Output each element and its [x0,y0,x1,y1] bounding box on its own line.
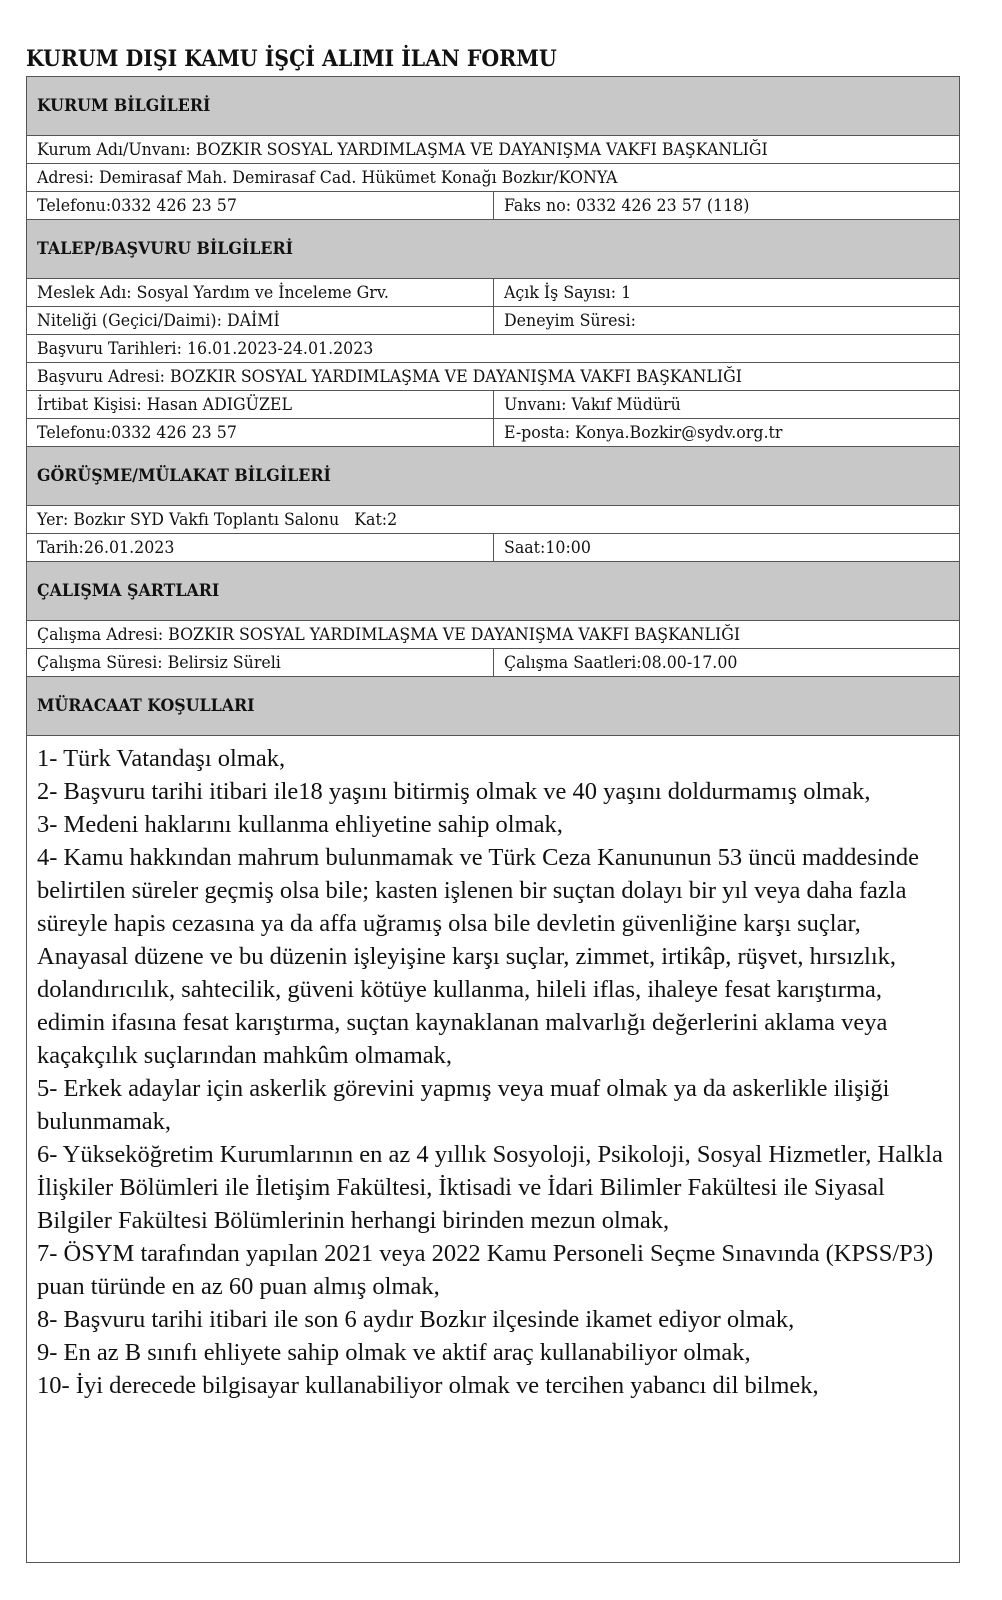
form-title: KURUM DIŞI KAMU İŞÇİ ALIMI İLAN FORMU [26,46,557,72]
section-heading-kurum: KURUM BİLGİLERİ [37,96,211,116]
condition-item: 10- İyi derecede bilgisayar kullanabiliyor olmak ve tercihen yabancı dil bilmek, [37,1372,819,1399]
deneyim-suresi: Deneyim Süresi: [504,310,637,331]
gorusme-tarih: Tarih:26.01.2023 [37,537,175,558]
section-talep [27,220,960,279]
condition-item: 5- Erkek adaylar için askerlik görevini yapmış veya muaf olmak ya da askerlikle ilişiği bulunmamak, [37,1075,890,1135]
form-table [26,76,960,1563]
condition-item: 3- Medeni haklarını kullanma ehliyetine sahip olmak, [37,811,563,838]
acik-is-sayisi: Açık İş Sayısı: 1 [504,282,632,303]
section-gorusme [27,447,960,506]
condition-item: 1- Türk Vatandaşı olmak, [37,745,286,772]
irtibat-unvani: Unvanı: Vakıf Müdürü [504,394,681,415]
condition-item: 4- Kamu hakkından mahrum bulunmamak ve Türk Ceza Kanununun 53 üncü maddesinde belirtilen süreler geçmiş olsa bile; kasten işlenen bir suçtan dolayı bir yıl veya daha fazla süreyle hapis cezasına ya da affa uğramış olsa bile devletin güvenliğine karşı suçlar, Anayasal düzene ve bu düzenin işleyişine karşı suçlar, zimmet, irtikâp, rüşvet, hırsızlık, dolandırıcılık, sahtecilik, güveni kötüye kullanma, hileli iflas, ihaleye fesat karıştırma, edimin ifasına fesat karıştırma, suçtan kaynaklanan malvarlığı değerlerini aklama veya kaçakçılık suçlarından mahkûm olmamak, [37,844,920,1069]
calisma-suresi: Çalışma Süresi: Belirsiz Süreli [37,652,281,673]
gorusme-yer: Yer: Bozkır SYD Vakfı Toplantı Salonu Kat:2 [37,509,398,530]
section-kurum [27,77,960,136]
talep-eposta: E-posta: Konya.Bozkir@sydv.org.tr [504,422,783,443]
section-calisma [27,562,960,621]
irtibat-kisisi: İrtibat Kişisi: Hasan ADIGÜZEL [37,394,292,415]
section-heading-muracaat: MÜRACAAT KOŞULLARI [37,696,255,716]
section-heading-gorusme: GÖRÜŞME/MÜLAKAT BİLGİLERİ [37,466,331,486]
talep-telefon: Telefonu:0332 426 23 57 [37,422,237,443]
condition-item: 7- ÖSYM tarafından yapılan 2021 veya 2022 Kamu Personeli Seçme Sınavında (KPSS/P3) puan türünde en az 60 puan almış olmak, [37,1240,934,1300]
calisma-saatleri: Çalışma Saatleri:08.00-17.00 [504,652,738,673]
section-heading-calisma: ÇALIŞMA ŞARTLARI [37,581,220,601]
meslek-adi: Meslek Adı: Sosyal Yardım ve İnceleme Grv. [37,282,389,303]
kurum-adi: Kurum Adı/Unvanı: BOZKIR SOSYAL YARDIMLAŞMA VE DAYANIŞMA VAKFI BAŞKANLIĞI [37,139,768,160]
basvuru-adresi: Başvuru Adresi: BOZKIR SOSYAL YARDIMLAŞMA VE DAYANIŞMA VAKFI BAŞKANLIĞI [37,366,742,387]
condition-item: 6- Yükseköğretim Kurumlarının en az 4 yıllık Sosyoloji, Psikoloji, Sosyal Hizmetler, Halkla İlişkiler Bölümleri ile İletişim Fakültesi, İktisadi ve İdari Bilimler Fakültesi ile Siyasal Bilgiler Fakültesi Bölümlerinin herhangi birinden mezun olmak, [37,1141,943,1234]
kurum-adres: Adresi: Demirasaf Mah. Demirasaf Cad. Hükümet Konağı Bozkır/KONYA [37,167,618,188]
muracaat-conditions [27,736,960,1563]
condition-item: 9- En az B sınıfı ehliyete sahip olmak ve aktif araç kullanabiliyor olmak, [37,1339,751,1366]
basvuru-tarihleri: Başvuru Tarihleri: 16.01.2023-24.01.2023 [37,338,374,359]
condition-item: 2- Başvuru tarihi itibari ile18 yaşını bitirmiş olmak ve 40 yaşını doldurmamış olmak, [37,778,871,805]
condition-item: 8- Başvuru tarihi itibari ile son 6 aydır Bozkır ilçesinde ikamet ediyor olmak, [37,1306,795,1333]
section-muracaat [27,677,960,736]
kurum-faks: Faks no: 0332 426 23 57 (118) [504,195,750,216]
calisma-adresi: Çalışma Adresi: BOZKIR SOSYAL YARDIMLAŞMA VE DAYANIŞMA VAKFI BAŞKANLIĞI [37,624,741,645]
section-heading-talep: TALEP/BAŞVURU BİLGİLERİ [37,239,294,259]
kurum-telefon: Telefonu:0332 426 23 57 [37,195,237,216]
niteligi: Niteliği (Geçici/Daimi): DAİMİ [37,310,280,331]
gorusme-saat: Saat:10:00 [504,537,591,558]
